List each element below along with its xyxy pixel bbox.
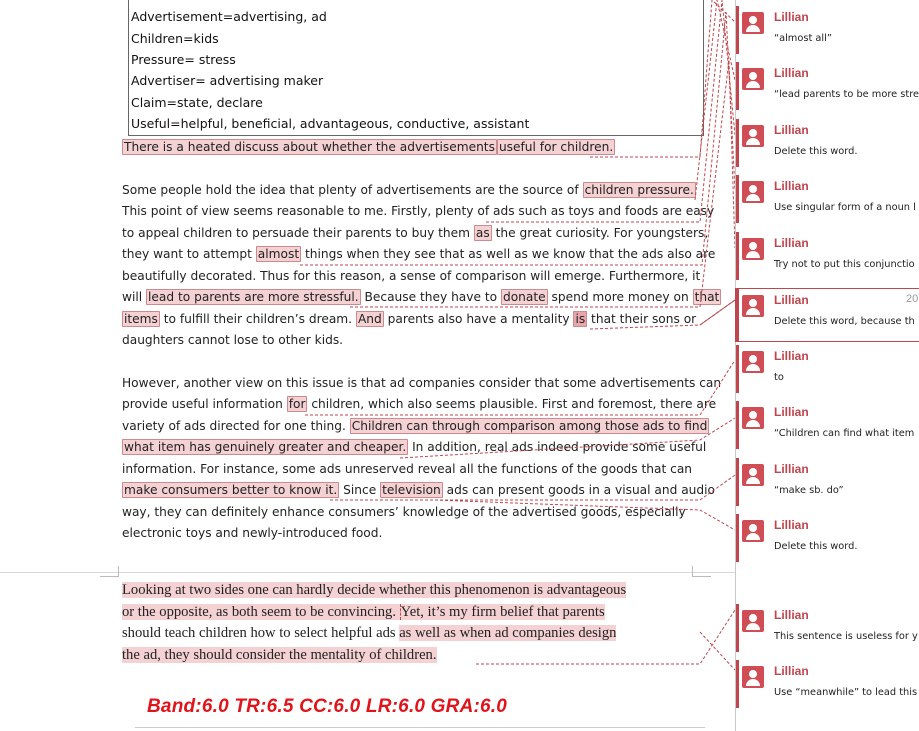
- text-run: provide useful information: [122, 397, 287, 411]
- avatar-head: [749, 299, 757, 307]
- user-avatar-icon: [742, 238, 764, 260]
- vocab-line: Advertisement=advertising, ad: [131, 9, 327, 24]
- avatar-body: [746, 364, 760, 371]
- user-avatar-icon: [742, 351, 764, 373]
- comment-highlight[interactable]: And: [357, 312, 382, 326]
- comment-author: Lillian: [774, 293, 809, 307]
- connector-line: [400, 418, 735, 458]
- comment-highlight[interactable]: or the opposite, as both seem to be convincing.: [122, 603, 400, 620]
- user-avatar-icon: [742, 295, 764, 317]
- comment-highlight[interactable]: Yet, it’s my firm belief that parents: [400, 603, 605, 620]
- text-line: This point of view seems reasonable to me. Firstly, plenty of ads such as toys and foods are easy: [122, 204, 715, 218]
- user-avatar-icon: [742, 12, 764, 34]
- vocab-line: Children=kids: [131, 31, 219, 46]
- comment-author: Lillian: [774, 179, 809, 193]
- connector-line: [330, 475, 735, 500]
- comment-highlight[interactable]: as: [475, 226, 490, 240]
- comment-card[interactable]: [736, 175, 919, 223]
- avatar-body: [746, 420, 760, 427]
- avatar-body: [746, 138, 760, 145]
- comment-author: Lillian: [774, 518, 809, 532]
- vocab-line: Pressure= stress: [131, 52, 236, 67]
- avatar-head: [749, 16, 757, 24]
- connector-line: [590, 0, 735, 157]
- comment-text: Use singular form of a noun l: [774, 202, 916, 213]
- comment-marker-bar: [736, 514, 739, 562]
- comment-card-selected[interactable]: [735, 288, 919, 342]
- comment-text: “lead parents to be more stre: [774, 89, 919, 100]
- avatar-head: [749, 524, 757, 532]
- comment-author: Lillian: [774, 10, 809, 24]
- comment-highlight[interactable]: Children can through comparison among those ads to find: [351, 419, 708, 433]
- comment-card[interactable]: [736, 6, 919, 54]
- comment-author: Lillian: [774, 608, 809, 622]
- comment-marker-bar: [736, 345, 739, 393]
- comment-highlight[interactable]: make consumers better to know it.: [124, 483, 338, 497]
- text-run: they want to attempt: [122, 247, 256, 261]
- comment-text: Use “meanwhile” to lead this: [774, 687, 918, 698]
- comment-card[interactable]: [736, 660, 919, 708]
- user-avatar-icon: [742, 125, 764, 147]
- comment-marker-bar: [736, 401, 739, 449]
- avatar-body: [746, 308, 760, 315]
- comment-author: Lillian: [774, 664, 809, 678]
- comment-highlight[interactable]: as well as when ad companies design: [399, 625, 617, 641]
- comment-highlight[interactable]: items: [124, 312, 158, 326]
- comment-card[interactable]: [736, 458, 919, 506]
- comment-author: Lillian: [774, 123, 809, 137]
- text-line: However, another view on this issue is that ad companies consider that some advertisements can: [122, 376, 722, 390]
- comment-highlight[interactable]: Looking at two sides one can hardly decide whether this phenomenon is advantageous: [122, 582, 627, 598]
- text-run: spend more money on: [547, 290, 693, 304]
- avatar-body: [746, 81, 760, 88]
- connector-line: [350, 60, 735, 307]
- text-run: Some people hold the idea that plenty of advertisements are the source of: [122, 183, 583, 197]
- comment-text: to: [774, 372, 784, 383]
- avatar-head: [749, 411, 757, 419]
- text-run: Since: [339, 483, 381, 497]
- comment-marker-bar: [736, 604, 739, 652]
- comment-card[interactable]: [736, 604, 919, 652]
- user-avatar-icon: [742, 68, 764, 90]
- comment-marker-bar: [736, 660, 739, 708]
- comment-text: Delete this word.: [774, 146, 858, 157]
- comment-highlight[interactable]: that: [694, 290, 720, 304]
- avatar-body: [746, 679, 760, 686]
- avatar-head: [749, 670, 757, 678]
- avatar-head: [749, 242, 757, 250]
- text-run: should teach children how to select helpful ads: [122, 625, 400, 641]
- connector-line: [435, 500, 735, 530]
- user-avatar-icon: [742, 464, 764, 486]
- comment-highlight[interactable]: almost: [257, 247, 300, 261]
- user-avatar-icon: [742, 181, 764, 203]
- comment-highlight[interactable]: television: [382, 483, 441, 497]
- comment-highlight[interactable]: children pressure.: [584, 183, 694, 197]
- connector-line: [486, 0, 735, 222]
- comment-text: “Children can find what item: [774, 428, 915, 439]
- user-avatar-icon: [742, 666, 764, 688]
- comment-highlight[interactable]: lead to parents are more stressful.: [148, 290, 359, 304]
- comment-marker-bar: [736, 458, 739, 506]
- avatar-head: [749, 72, 757, 80]
- comment-text: Try not to put this conjunctio: [774, 259, 915, 270]
- comment-card[interactable]: [736, 401, 919, 449]
- comments-pane: [735, 0, 919, 731]
- comment-author: Lillian: [774, 349, 809, 363]
- text-run: Because they have to: [360, 290, 501, 304]
- connector-line: [590, 300, 735, 329]
- comment-highlight-active[interactable]: is: [575, 312, 586, 326]
- text-run: that their sons or: [587, 312, 697, 326]
- comment-highlight[interactable]: donate: [502, 290, 546, 304]
- text-line: way, they can definitely enhance consumers’ knowledge of the advertised goods, especially: [122, 505, 686, 519]
- comment-date: 20: [906, 293, 919, 305]
- avatar-body: [746, 623, 760, 630]
- avatar-head: [749, 614, 757, 622]
- comment-author: Lillian: [774, 66, 809, 80]
- comment-marker-bar: [736, 175, 739, 223]
- vocab-line: Claim=state, declare: [131, 95, 263, 110]
- comment-card[interactable]: [736, 514, 919, 562]
- text-run: variety of ads directed for one thing.: [122, 419, 350, 433]
- avatar-body: [746, 477, 760, 484]
- user-avatar-icon: [742, 407, 764, 429]
- text-run: will: [122, 290, 147, 304]
- text-run: to fulfill their children’s dream.: [159, 312, 356, 326]
- comment-author: Lillian: [774, 462, 809, 476]
- text-run: to appeal children to persuade their parents to buy them: [122, 226, 474, 240]
- avatar-head: [749, 355, 757, 363]
- comment-card[interactable]: [736, 232, 919, 280]
- connector-line: [305, 360, 735, 415]
- text-run: things when they see that as well as we know that the ads also are: [301, 247, 716, 261]
- text-line: electronic toys and newly-introduced food.: [122, 526, 383, 540]
- vocab-line: Useful=helpful, beneficial, advantageous, conductive, assistant: [131, 116, 530, 131]
- comment-card[interactable]: [736, 119, 919, 167]
- avatar-body: [746, 25, 760, 32]
- text-line: beautifully decorated. Thus for this reason, a sense of comparison will emerge. Furthermore, it: [122, 269, 701, 283]
- avatar-body: [746, 533, 760, 540]
- comment-author: Lillian: [774, 405, 809, 419]
- text-run: the great curiosity. For youngsters,: [491, 226, 709, 240]
- connector-line: [476, 610, 735, 664]
- text-run: In addition, real ads indeed provide some useful: [408, 440, 707, 454]
- comment-text: “make sb. do”: [774, 485, 844, 496]
- comment-highlight[interactable]: what item has genuinely greater and cheaper.: [124, 440, 407, 454]
- vocab-line: Advertiser= advertising maker: [131, 73, 324, 88]
- comment-highlight[interactable]: the ad, they should consider the mentality of children.: [122, 646, 437, 663]
- comment-text: This sentence is useless for y: [774, 631, 918, 642]
- avatar-head: [749, 185, 757, 193]
- comment-text: Delete this word, because th: [774, 316, 915, 327]
- text-line: information. For instance, some ads unreserved reveal all the functions of the goods that can: [122, 462, 693, 476]
- comment-highlight[interactable]: for: [288, 397, 306, 411]
- band-score: Band:6.0 TR:6.5 CC:6.0 LR:6.0 GRA:6.0: [147, 696, 508, 717]
- connector-line-solid: [700, 300, 735, 325]
- text-run: children, which also seems plausible. First and foremost, there are: [307, 397, 717, 411]
- comment-card[interactable]: [736, 62, 919, 110]
- connector-line: [695, 0, 735, 200]
- comment-highlight[interactable]: useful for children.: [498, 140, 614, 154]
- text-run: parents also have a mentality: [383, 312, 574, 326]
- comment-highlight[interactable]: There is a heated discuss about whether the advertisements: [124, 140, 495, 154]
- avatar-head: [749, 468, 757, 476]
- text-run: ads can present goods in a visual and audio: [442, 483, 715, 497]
- user-avatar-icon: [742, 520, 764, 542]
- user-avatar-icon: [742, 610, 764, 632]
- connector-line: [300, 12, 735, 265]
- avatar-head: [749, 129, 757, 137]
- comment-text: “almost all”: [774, 33, 832, 44]
- avatar-body: [746, 251, 760, 258]
- text-line: daughters cannot lose to other kids.: [122, 333, 344, 347]
- comment-marker-bar: [736, 6, 739, 54]
- comment-marker-bar: [736, 289, 739, 341]
- comment-marker-bar: [736, 119, 739, 167]
- comment-author: Lillian: [774, 236, 809, 250]
- comment-marker-bar: [736, 232, 739, 280]
- comment-text: Delete this word.: [774, 541, 858, 552]
- avatar-body: [746, 194, 760, 201]
- comment-card[interactable]: [736, 345, 919, 393]
- comment-marker-bar: [736, 62, 739, 110]
